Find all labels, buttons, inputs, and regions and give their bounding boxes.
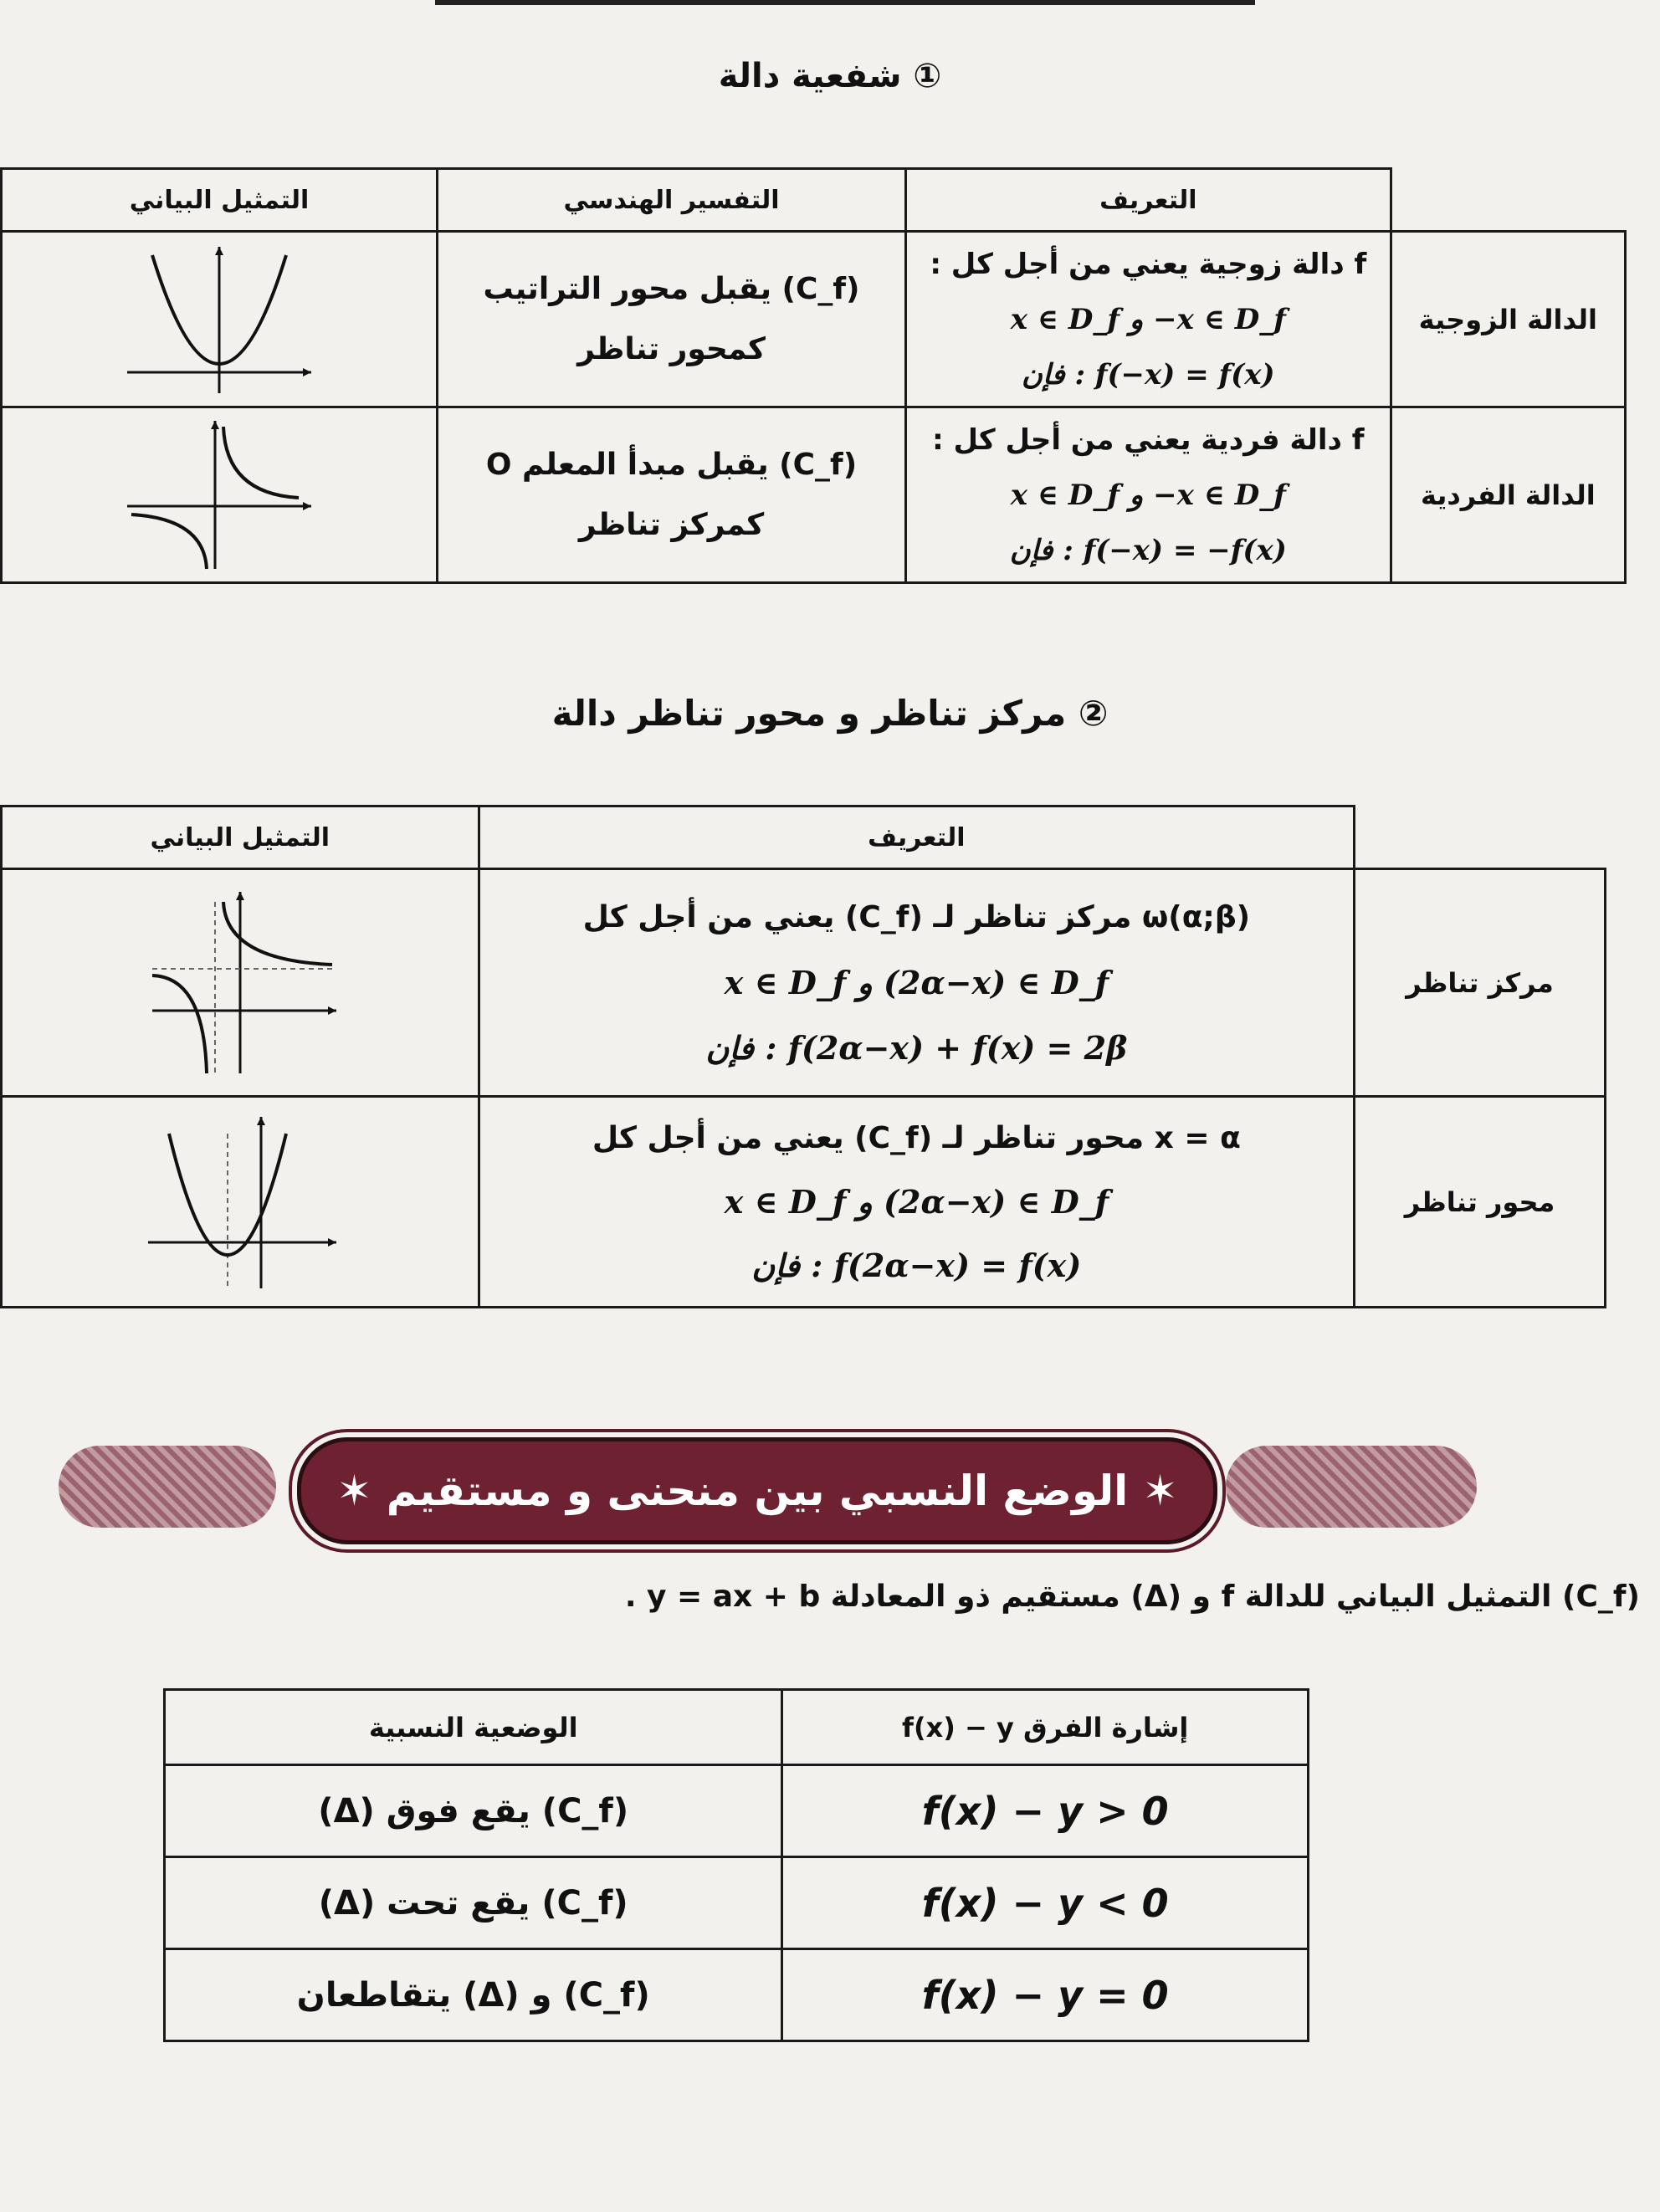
shifted-parabola-graph-icon xyxy=(136,1109,345,1293)
symmetry-table xyxy=(0,805,1606,1308)
definition-line: x ∈ D_f و −x ∈ D_f xyxy=(1010,478,1286,512)
definition-line: f دالة فردية يعني من أجل كل : xyxy=(932,422,1365,457)
section3-banner xyxy=(297,1437,1217,1544)
parity-table xyxy=(0,167,1627,584)
table-row xyxy=(2,869,1606,1097)
geometric-cell xyxy=(438,407,906,583)
definition-line: x = α محور تناظر لـ (C_f) يعني من أجل كل xyxy=(592,1120,1241,1155)
geometric-line: (C_f) يقبل مبدأ المعلم O xyxy=(485,447,858,482)
parabola-graph-icon xyxy=(119,238,320,397)
graph-cell xyxy=(2,869,479,1097)
definition-line: فإن : f(−x) = f(x) xyxy=(1022,357,1275,392)
definition-line: ω(α;β) مركز تناظر لـ (C_f) يعني من أجل كل xyxy=(582,899,1251,934)
table-row xyxy=(2,232,1626,407)
header-graph: التمثيل البياني xyxy=(2,169,438,232)
hyperbola-graph-icon xyxy=(119,414,320,573)
graph-cell xyxy=(2,232,438,407)
definition-line: f دالة زوجية يعني من أجل كل : xyxy=(930,247,1367,281)
header-definition: التعريف xyxy=(479,806,1354,869)
definition-cell xyxy=(906,232,1391,407)
position-cell: (C_f) يقع فوق (Δ) xyxy=(165,1765,782,1857)
position-cell: (C_f) و (Δ) يتقاطعان xyxy=(165,1949,782,2041)
header-graph: التمثيل البياني xyxy=(2,806,479,869)
table-row xyxy=(165,1857,1309,1949)
geometric-line: (C_f) يقبل محور التراتيب xyxy=(483,271,860,306)
header-geometric: التفسير الهندسي xyxy=(438,169,906,232)
graph-cell xyxy=(2,1097,479,1308)
table-row xyxy=(2,1097,1606,1308)
definition-line: فإن : f(2α−x) = f(x) xyxy=(751,1246,1082,1284)
section3-intro: (C_f) التمثيل البياني للدالة f و (Δ) مستقيم ذو المعادلة y = ax + b . xyxy=(624,1580,1640,1614)
relative-position-table xyxy=(163,1688,1309,2042)
geometric-cell xyxy=(438,232,906,407)
banner-decoration-right xyxy=(1226,1446,1477,1528)
section1-number: ① xyxy=(913,57,942,95)
sign-cell: f(x) − y > 0 xyxy=(782,1765,1309,1857)
top-rule xyxy=(435,0,1255,5)
definition-line: x ∈ D_f و (2α−x) ∈ D_f xyxy=(724,1182,1109,1221)
header-position: الوضعية النسبية xyxy=(165,1690,782,1765)
position-cell: (C_f) يقع تحت (Δ) xyxy=(165,1857,782,1949)
definition-line: x ∈ D_f و −x ∈ D_f xyxy=(1010,302,1286,336)
definition-cell xyxy=(906,407,1391,583)
header-definition: التعريف xyxy=(906,169,1391,232)
table-row xyxy=(165,1765,1309,1857)
section1-title xyxy=(0,57,1660,95)
banner-title: ✶ الوضع النسبي بين منحنى و مستقيم ✶ xyxy=(336,1467,1178,1515)
definition-line: x ∈ D_f و (2α−x) ∈ D_f xyxy=(724,963,1109,1001)
graph-cell xyxy=(2,407,438,583)
definition-line: فإن : f(−x) = −f(x) xyxy=(1009,533,1287,567)
section2-title xyxy=(0,693,1660,734)
geometric-line: كمركز تناظر xyxy=(578,507,765,542)
row-label-odd: الدالة الفردية xyxy=(1391,407,1625,583)
section1-title-text: شفعية دالة xyxy=(718,57,902,95)
geometric-line: كمحور تناظر xyxy=(577,331,766,366)
banner-decoration-left xyxy=(59,1446,276,1528)
definition-cell xyxy=(479,1097,1354,1308)
section2-number: ② xyxy=(1078,693,1109,734)
definition-line: فإن : f(2α−x) + f(x) = 2β xyxy=(705,1028,1128,1067)
table-row xyxy=(2,407,1626,583)
definition-cell xyxy=(479,869,1354,1097)
table-row xyxy=(165,1949,1309,2041)
shifted-hyperbola-graph-icon xyxy=(136,885,345,1078)
section2-title-text: مركز تناظر و محور تناظر دالة xyxy=(551,693,1067,734)
sign-cell: f(x) − y < 0 xyxy=(782,1857,1309,1949)
header-sign: إشارة الفرق f(x) − y xyxy=(782,1690,1309,1765)
sign-cell: f(x) − y = 0 xyxy=(782,1949,1309,2041)
row-label-axis: محور تناظر xyxy=(1355,1097,1606,1308)
row-label-center: مركز تناظر xyxy=(1355,869,1606,1097)
row-label-even: الدالة الزوجية xyxy=(1391,232,1625,407)
